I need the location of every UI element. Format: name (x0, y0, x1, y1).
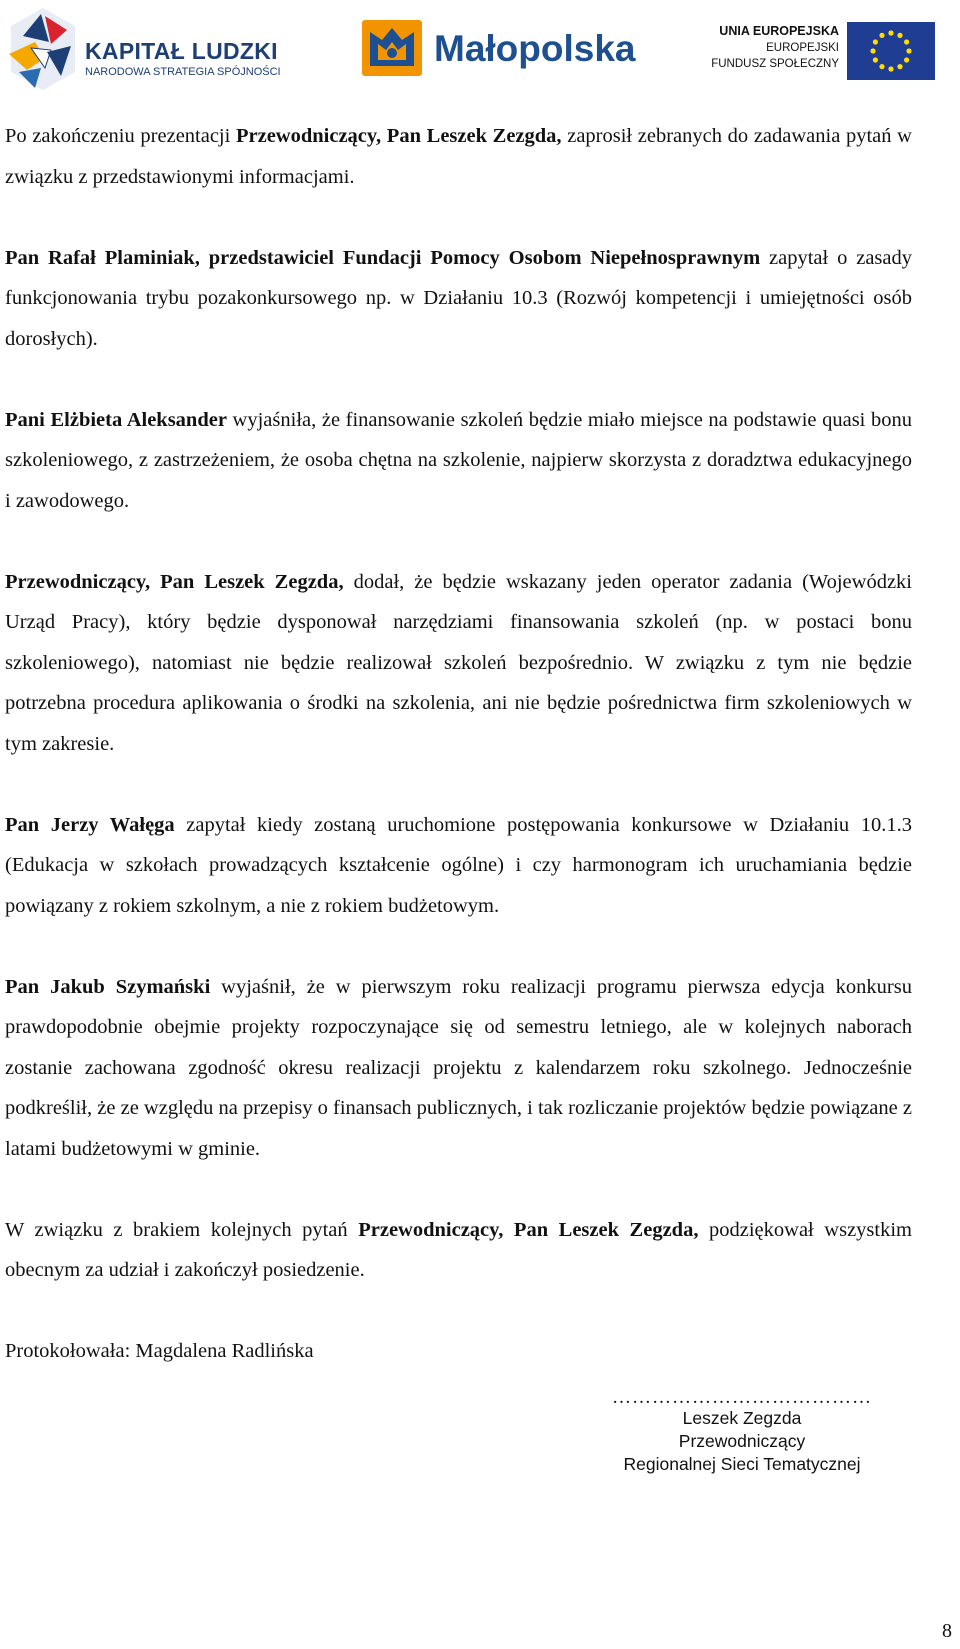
signature-body: Regionalnej Sieci Tematycznej (623, 1454, 861, 1474)
kapital-ludzki-subtitle: NARODOWA STRATEGIA SPÓJNOŚCI (85, 66, 281, 78)
paragraph (5, 967, 912, 1170)
bold-text: Pan Jerzy Wałęga (5, 813, 175, 836)
paragraph (5, 1210, 912, 1291)
text-run: wyjaśnił, że w pierwszym roku realizacji programu pierwsza edycja konkursu prawdopodobnie obejmie projekty rozpoczynające się od semestru letniego, ale w kolejnych naborach zostanie zachowana zgodność okresu realizacji projektu z kalendarzem roku szkolnego. Jednocześnie podkreślił, że ze względu na przepisy o finansach publicznych, i tak rozliczanie projektów będzie powiązane z latami budżetowymi w gminie. (5, 975, 912, 1160)
paragraph (5, 400, 912, 522)
signature-role: Przewodniczący (678, 1431, 806, 1451)
paragraph (5, 116, 912, 197)
bold-text: Pan Jakub Szymański (5, 975, 211, 998)
paragraph (5, 805, 912, 927)
text-run: podziękował wszystkim obecnym za udział i zakończył posiedzenie. (5, 1218, 912, 1281)
text-run: wyjaśniła, że finansowanie szkoleń będzie miało miejsce na podstawie quasi bonu szkoleniowego, z zastrzeżeniem, że osoba chętna na szkolenie, najpierw skorzysta z doradztwa edukacyjnego i zawodowego. (5, 408, 912, 512)
bold-text: Pan Rafał Plaminiak, przedstawiciel Fundacji Pomocy Osobom Niepełnosprawnym (5, 246, 761, 269)
signature-block (600, 1388, 884, 1476)
bold-text: Przewodniczący, Pan Leszek Zegzda, (358, 1218, 699, 1241)
text-run: dodał, że będzie wskazany jeden operator zadania (Wojewódzki Urząd Pracy), który będzie dysponował narzędziami finansowania szkoleń (np. w postaci bonu szkoleniowego), natomiast nie będzie realizował szkoleń bezpośrednio. W związku z tym nie będzie potrzebna procedura aplikowania o środki na szkolenia, ani nie będzie pośrednictwa firm szkoleniowych w tym zakresie. (5, 570, 912, 755)
text-run: W związku z brakiem kolejnych pytań (5, 1218, 359, 1241)
signature-line: ………………………………… (612, 1387, 872, 1408)
malopolska-logo (362, 20, 652, 82)
text-run: Protokołowała: Magdalena Radlińska (5, 1340, 314, 1362)
bold-text: Przewodniczący, Pan Leszek Zegzda, (5, 570, 344, 593)
document-header (0, 0, 960, 100)
bold-text: Pani Elżbieta Aleksander (5, 408, 227, 431)
malopolska-emblem-icon (362, 20, 422, 76)
paragraph (5, 562, 912, 765)
eu-line-3: FUNDUSZ SPOŁECZNY (711, 58, 839, 70)
bold-text: Przewodniczący, Pan Leszek Zezgda, (235, 125, 562, 147)
page-number: 8 (942, 1620, 952, 1642)
eu-line-2: EUROPEJSKI (766, 42, 839, 54)
signature-name: Leszek Zegzda (682, 1408, 802, 1428)
paragraph (5, 238, 912, 360)
text-run: Po zakończeniu prezentacji (5, 125, 236, 147)
kapital-ludzki-emblem-icon (5, 6, 81, 92)
paragraph (5, 1331, 912, 1372)
kapital-ludzki-logo (5, 6, 295, 92)
document-body (5, 116, 912, 1412)
eu-efs-logo (705, 18, 935, 82)
eu-line-1: UNIA EUROPEJSKA (719, 24, 839, 38)
text-run: zaprosił zebranych do zadawania pytań w związku z przedstawionymi informacjami. (5, 125, 912, 188)
kapital-ludzki-title: KAPITAŁ LUDZKI (85, 38, 278, 64)
eu-flag-icon (847, 22, 935, 80)
malopolska-title: Małopolska (434, 28, 636, 69)
text-run: zapytał o zasady funkcjonowania trybu pozakonkursowego np. w Działaniu 10.3 (Rozwój kompetencji i umiejętności osób dorosłych). (5, 246, 912, 350)
text-run: zapytał kiedy zostaną uruchomione postępowania konkursowe w Działaniu 10.1.3 (Edukacja w szkołach prowadzących kształcenie ogólne) i czy harmonogram ich uruchamiania będzie powiązany z rokiem szkolnym, a nie z rokiem budżetowym. (5, 813, 912, 917)
